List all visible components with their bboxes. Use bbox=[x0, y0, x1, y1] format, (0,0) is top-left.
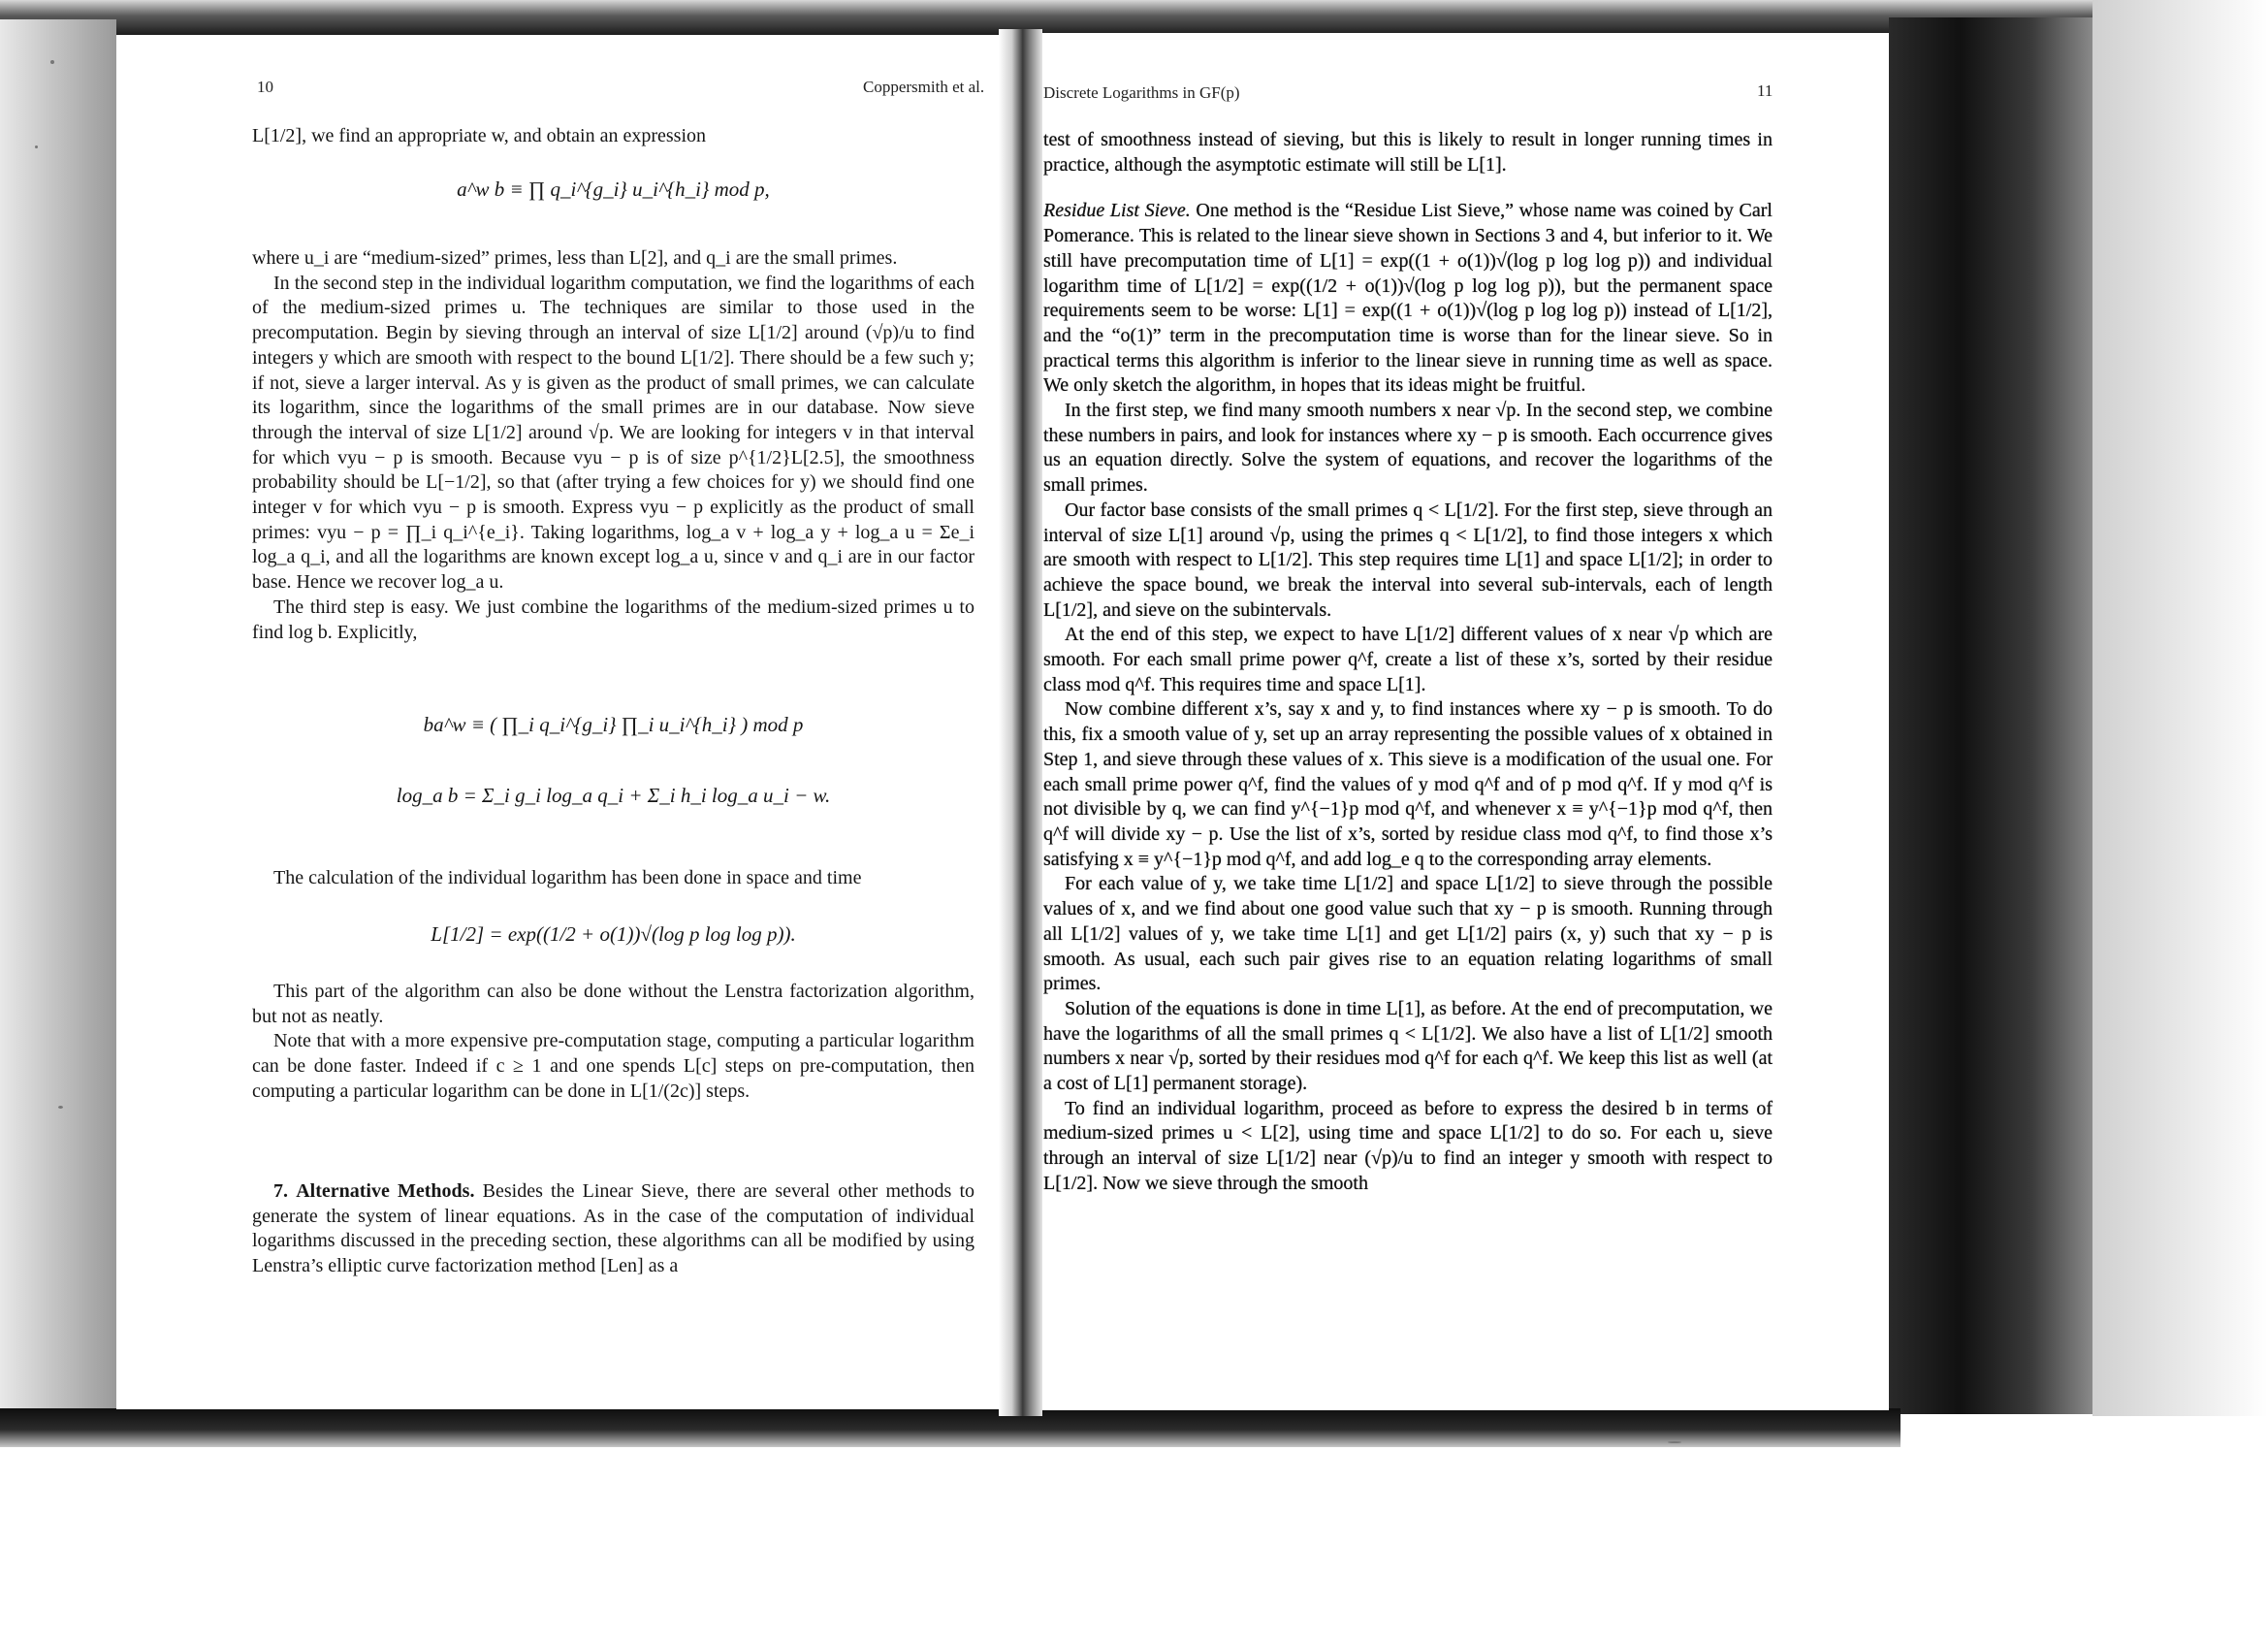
section-7 bbox=[252, 1179, 974, 1279]
para-third-step: The third step is easy. We just combine the logarithms of the medium-sized primes u to find log b. Explicitly, bbox=[252, 596, 974, 643]
scan-fade-right bbox=[2092, 0, 2268, 1416]
left-body-block-1 bbox=[252, 246, 974, 645]
scan-shadow-left bbox=[0, 19, 116, 1435]
right-page-number: 11 bbox=[1757, 81, 1773, 100]
book-gutter-shadow bbox=[999, 29, 1042, 1416]
para-where: where u_i are “medium-sized” primes, less than L[2], and q_i are the small primes. bbox=[252, 247, 898, 269]
equation-1: a^w b ≡ ∏ q_i^{g_i} u_i^{h_i} mod p, bbox=[457, 177, 770, 201]
residue-heading: Residue List Sieve. bbox=[1043, 200, 1191, 222]
para-factor-base: Our factor base consists of the small primes q < L[1/2]. For the first step, sieve through an interval of size L[1] around √p, using the primes q < L[1/2], to find those integers x which are smooth with respect to L[1/2]. This step requires time L[1] and space L[1/2]; in order to achieve the space bound, we break the interval into several sub-intervals, each of length L[1/2], and sieve on the subintervals. bbox=[1043, 499, 1773, 621]
para-solution: Solution of the equations is done in time L[1], as before. At the end of precomputation, we have the logarithms of all the small primes q < L[1/2]. We also have a list of L[1/2] smooth numbers x near √p, sorted by their residues mod q^f for each q^f. We keep this list as well (at a cost of L[1] permanent storage). bbox=[1043, 997, 1773, 1095]
para-end-step: At the end of this step, we expect to have L[1/2] different values of x near √p which are smooth. For each small prime power q^f, create a list of these x’s, sorted by their residue class mod q^f. This requires time and space L[1]. bbox=[1043, 624, 1773, 695]
scan-speck bbox=[58, 1106, 63, 1109]
scan-shadow-bottom bbox=[0, 1408, 1901, 1447]
residue-list-sieve-paragraph bbox=[1043, 199, 1773, 399]
left-running-head: Coppersmith et al. bbox=[863, 78, 985, 96]
equation-2: ba^w ≡ ( ∏_i q_i^{g_i} ∏_i u_i^{h_i} ) mod p bbox=[423, 713, 804, 736]
para-note: Note that with a more expensive pre-computation stage, computing a particular logarithm can be done faster. Indeed if c ≥ 1 and one spends L[c] steps on pre-computation, then computing a particular logarithm can be done in L[1/(2c)] steps. bbox=[252, 1030, 974, 1102]
para-this-part: This part of the algorithm can also be done without the Lenstra factorization algorithm, but not as neatly. bbox=[252, 981, 974, 1027]
scan-speck bbox=[35, 145, 38, 148]
equation-3: log_a b = Σ_i g_i log_a q_i + Σ_i h_i log_a u_i − w. bbox=[396, 784, 831, 807]
scan-speck bbox=[1668, 1441, 1681, 1443]
right-body bbox=[1043, 128, 1773, 1197]
right-page bbox=[1018, 33, 1889, 1410]
left-page bbox=[116, 37, 1018, 1409]
para-cont: test of smoothness instead of sieving, but this is likely to result in longer running times in practice, although the asymptotic estimate will still be L[1]. bbox=[1043, 129, 1773, 176]
scan-shadow-right bbox=[1889, 17, 2092, 1414]
para-each-value: For each value of y, we take time L[1/2] and space L[1/2] to sieve through the possible values of x, and we find about one good value such that xy − p is smooth. Running through all L[1/2] values of y, we take time L[1] and get L[1/2] pairs (x, y) such that xy − p is smooth. As usual, each such pair gives rise to an equation relating logarithms of small primes. bbox=[1043, 873, 1773, 995]
left-page-number: 10 bbox=[257, 78, 273, 96]
scan-speck bbox=[50, 60, 54, 64]
para-calc: The calculation of the individual logarithm has been done in space and time bbox=[273, 867, 862, 888]
left-para-intro: L[1/2], we find an appropriate w, and obtain an expression bbox=[252, 125, 706, 146]
section-title: Alternative Methods. bbox=[296, 1180, 475, 1202]
left-body-block-2 bbox=[252, 980, 974, 1105]
para-residue: One method is the “Residue List Sieve,” whose name was coined by Carl Pomerance. This is related to the linear sieve shown in Sections 3 and 4, but inferior to it. We still have precomputation time of L[1] = exp((1 + o(1))√(log p log log p)) and individual logarithm time of L[1/2] = exp((1/2 + o(1))√(log p log log p)), but the permanent space requirements seem to be worse: L[1] = exp((1 + o(1))√(log p log log p)) instead of L[1/2], and the “o(1)” term in the precomputation time is worse than for the linear sieve. So in practical terms this algorithm is inferior to the linear sieve in running time as well as space. We only sketch the algorithm, in hopes that its ideas might be fruitful. bbox=[1043, 200, 1773, 397]
para-individual: To find an individual logarithm, proceed as before to express the desired b in terms of medium-sized primes u < L[2], using time and space L[1/2] to do so. For each u, sieve through an interval of size L[1/2] near (√p)/u to find an integer y smooth with respect to L[1/2]. Now we sieve through the smooth bbox=[1043, 1097, 1773, 1194]
para-second-step: In the second step in the individual logarithm computation, we find the logarithms of each of the medium-sized primes u. The techniques are similar to those used in the precomputation. Begin by sieving through an interval of size L[1/2] around (√p)/u to find integers y which are smooth with respect to the bound L[1/2]. There should be a few such y; if not, sieve a larger interval. As y is given as the product of small primes, we can calculate its logarithm, since the logarithms of the small primes are in our database. Now sieve through the interval of size L[1/2] around √p. We are looking for integers v in that interval for which vyu − p is smooth. Because vyu − p is of size p^{1/2}L[2.5], the smoothness probability should be L[−1/2], so that (after trying a few choices for y) we should find one integer v for which vyu − p is smooth. Express vyu − p explicitly as the product of small primes: vyu − p = ∏_i q_i^{e_i}. Taking logarithms, log_a v + log_a y + log_a u = Σe_i log_a q_i, and all the logarithms are known except log_a u, since v and q_i are in our factor base. Hence we recover log_a u. bbox=[252, 272, 974, 594]
para-first-step: In the first step, we find many smooth numbers x near √p. In the second step, we combine these numbers in pairs, and look for instances where xy − p is smooth. Each occurrence gives us an equation directly. Solve the system of equations, and recover the logarithms of the small primes. bbox=[1043, 400, 1773, 497]
para-combine: Now combine different x’s, say x and y, to find instances where xy − p is smooth. To do this, fix a smooth value of y, set up an array representing the possible values of x obtained in Step 1, and sieve through these values of x. This sieve is a modification of the usual one. For each small prime power q^f, find the values of y mod q^f and of p mod q^f. If y mod q^f is not divisible by q, we can find y^{−1}p mod q^f, and whenever x ≡ y^{−1}p mod q^f, then q^f will divide xy − p. Use the list of x’s, sorted by residue class mod q^f, to find those x’s satisfying x ≡ y^{−1}p mod q^f, and add log_e q to the corresponding array elements. bbox=[1043, 698, 1773, 870]
equation-4: L[1/2] = exp((1/2 + o(1))√(log p log log p)). bbox=[431, 922, 796, 946]
para-section-7: Besides the Linear Sieve, there are several other methods to generate the system of linear equations. As in the case of the computation of individual logarithms discussed in the preceding section, these algorithms can all be modified by using Lenstra’s elliptic curve factorization method [Len] as a bbox=[252, 1180, 975, 1277]
section-number: 7. bbox=[273, 1180, 288, 1202]
right-running-head: Discrete Logarithms in GF(p) bbox=[1043, 83, 1240, 102]
